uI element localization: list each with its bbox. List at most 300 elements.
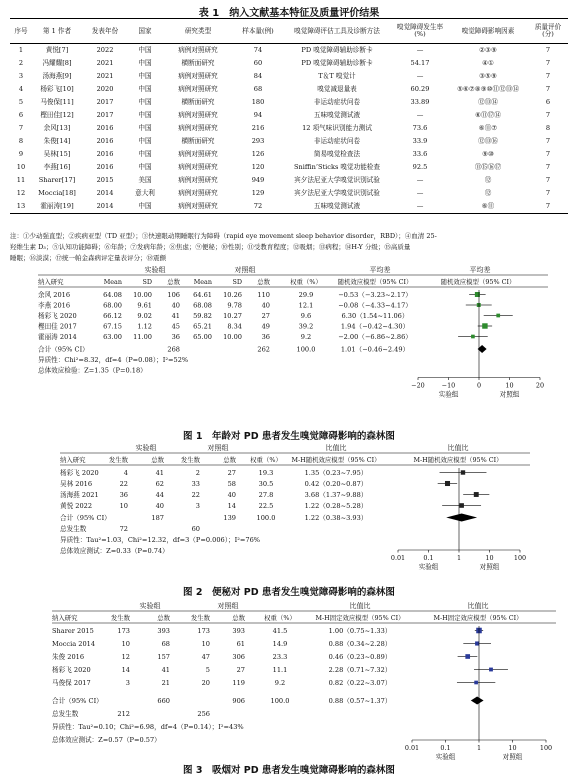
x-tick-label: −10 [441,381,456,390]
study-n2: 27 [227,469,236,477]
table-cell: 病例对照研究 [178,72,218,81]
study-n2: 49 [261,322,270,331]
table-cell: 黄悦[7] [45,46,69,55]
group-header: 实验组 [144,266,166,274]
study-n2: 306 [232,653,245,661]
estimate-square [474,492,479,497]
overall-effect: 总体效应测试：Z=0.33（P=0.74） [60,547,169,555]
table1-note [10,231,568,264]
table-cell: 2 [18,59,24,68]
favours-control: 对照组 [502,753,523,760]
study-m2: 68.08 [193,301,212,310]
study-m2: 65.21 [193,322,212,331]
estimate-square [496,314,500,318]
study-name: 汤海燕 2021 [60,491,99,499]
header-cell: 嗅觉障碍评估工具及诊断方法 [282,19,392,44]
study-sd1: 10.00 [133,291,152,299]
study-m1: 67.15 [103,322,122,331]
table-cell: ⑤⑥⑦⑧⑨⑩⑪⑫⑬⑭ [457,85,519,94]
study-ci: 0.46（0.23~0.89） [328,653,392,661]
study-e2: 10 [201,640,210,648]
table-cell: 2017 [96,98,114,107]
table1-title: 表 1 纳入文献基本特征及质量评价结果 [198,8,380,19]
table-cell: 五味嗅觉测试液 [313,111,361,120]
table-cell: 樫田佳[12] [40,111,74,120]
table-cell: 2014 [82,200,128,214]
table-cell: — [416,189,424,198]
study-name: Sharer 2015 [52,627,94,635]
study-w: 9.6 [300,312,312,320]
table-cell: 马俊保[11] [40,98,74,107]
study-name: 樫田佳 2017 [38,322,77,331]
events-ctrl: 256 [197,710,210,718]
table-cell: 中国 [138,72,152,81]
study-n1: 106 [167,291,180,299]
pooled-diamond [471,697,484,705]
table-row [10,161,568,174]
table-cell: 92.5 [412,163,428,172]
column-header: 总数 [232,614,245,622]
table-cell: 中国 [138,85,152,94]
total-n1: 268 [167,345,180,354]
table-cell: 180 [251,98,265,107]
table-row [10,83,568,96]
column-header: SD [232,278,242,286]
table-cell: 4 [18,85,24,94]
x-tick-label: 10 [508,744,517,752]
study-name: 杨彩飞 2020 [38,312,77,320]
header-cell: 嗅觉障碍影响因素 [448,19,528,44]
table-cell: 7 [18,124,24,133]
table-cell: 中国 [138,137,152,146]
total-n2: 906 [232,697,245,705]
table-cell: 94 [253,111,263,120]
table-cell: 李燕[16] [43,163,71,172]
total-weight: 100.0 [270,697,290,705]
study-n1: 40 [171,301,180,310]
study-w: 27.8 [258,491,274,499]
column-header: 权重（%） [264,614,296,622]
table-cell: 7 [545,85,551,94]
favours-control: 对照组 [499,390,520,399]
figure-2 [0,442,578,582]
table-cell: 2020 [96,85,114,94]
header-cell: 样本量(例) [234,19,282,44]
table-cell: ⑫⑬⑭ [478,98,498,107]
study-n1: 393 [157,627,170,635]
note-line: 睡眠；⑯淡漠；⑰统一帕金森病评定量表评分；⑱震颤 [10,254,166,262]
study-e2: 173 [197,627,210,635]
x-tick-label: 0.01 [390,554,406,562]
table-cell: 中国 [138,150,152,159]
study-n2: 61 [236,640,245,648]
table-cell: 7 [545,46,551,55]
table-cell: 病例对照研究 [162,200,234,214]
study-ci: −0.53（−3.23~2.17） [338,291,412,299]
header-cell: 嗅觉障碍发生率(%) [392,19,448,44]
group-header: 实验组 [139,602,161,610]
group-header: 对照组 [217,602,239,610]
study-ci: 1.22（0.28~5.28） [304,502,368,510]
study-n2: 393 [232,627,245,635]
table-row [10,57,568,70]
study-name: 马俊保 2017 [52,679,91,687]
column-header: M-H随机效应模型（95% CI） [413,456,503,464]
table-cell: 7 [545,137,551,146]
column-header: 纳入研究 [60,456,86,464]
study-n1: 40 [155,502,164,510]
group-header: 比值比 [325,444,347,452]
table-cell: 2021 [96,72,114,81]
table-cell: 68 [253,85,263,94]
study-w: 22.5 [258,502,274,510]
study-w: 12.1 [298,301,314,310]
overall-effect: 总体效应测试：Z=0.57（P=0.57） [52,736,161,744]
events-ctrl: 60 [191,525,200,533]
study-ci: 2.28（0.71~7.32） [328,666,392,674]
study-n1: 157 [157,653,170,661]
study-ci: 1.94（−0.42~4.30） [340,322,410,331]
column-header: 总数 [257,278,270,286]
table-cell: 2014 [96,189,114,198]
header-cell: 发表年份 [82,19,128,44]
study-e2: 33 [191,480,200,488]
study-name: 朱俊 2016 [52,653,85,661]
estimate-square [482,323,487,328]
table-cell: 72 [234,200,282,214]
study-sd2: 10.00 [223,333,242,341]
x-tick-label: 0.1 [440,744,451,752]
total-n1: 187 [151,514,164,522]
study-e2: 2 [195,469,200,477]
study-n1: 62 [155,480,164,488]
table-cell: ⑥⑪⑦ [478,124,498,133]
study-sd1: 1.12 [137,322,152,331]
column-header: Mean [103,278,122,286]
table-cell: 9 [18,150,24,159]
estimate-square [474,681,478,685]
table-cell: 120 [251,163,265,172]
study-name: 李燕 2016 [38,301,71,310]
table-cell: 横断面研究 [181,98,215,107]
table-cell: 病例对照研究 [178,85,218,94]
table-cell: Sniffin’Sticks 嗅觉功能检查 [293,163,380,172]
estimate-square [489,668,493,672]
study-w: 19.3 [258,469,274,477]
favours-control: 对照组 [479,563,500,571]
study-e1: 173 [117,627,130,635]
group-header: 平均差 [369,266,391,274]
column-header: 发生数 [108,456,128,464]
table-cell: ⑨⑩ [482,150,494,159]
study-m2: 64.61 [193,291,212,299]
table-cell: 7 [545,111,551,120]
table-cell: ⑫ [484,176,492,185]
table-cell: 60.29 [410,85,430,94]
study-name: 杨彩飞 2020 [52,666,91,674]
table-cell: 2017 [96,111,114,120]
table-cell: 6 [545,98,551,107]
table-cell: 129 [251,189,265,198]
table-cell: 11 [16,176,26,185]
table-cell: 2016 [96,163,114,172]
table-cell: 2021 [96,59,114,68]
table-cell: 吴林[15] [43,150,71,159]
study-name: Moccia 2014 [52,640,96,648]
table-cell: 7 [528,200,568,214]
table-cell: 293 [251,137,265,146]
group-header: 比值比 [447,444,469,452]
study-n2: 14 [227,502,236,510]
total-label: 合计（95% CI） [38,345,89,354]
study-w: 41.5 [272,627,288,635]
table-row [10,148,568,161]
x-tick-label: 10 [485,554,494,562]
table1-header-row [10,19,568,44]
table-cell: 33.9 [412,137,428,146]
table-cell: 2016 [96,150,114,159]
table-cell: 2016 [96,137,114,146]
table-cell: 宾夕法尼亚大学嗅觉识别试验 [294,176,380,185]
study-e2: 20 [201,679,210,687]
column-header: SD [142,278,152,286]
study-n2: 40 [261,301,270,310]
table-cell: 949 [251,176,265,185]
column-header: 总数 [223,456,236,464]
study-ci: −0.08（−4.33~4.17） [338,301,412,310]
table-cell: PD 嗅觉障碍辅助诊断卡 [301,46,373,55]
table-cell: Moccia[18] [38,189,76,198]
study-n1: 21 [161,679,170,687]
study-m1: 63.00 [103,333,122,341]
study-name: 霍丽涛 2014 [38,333,77,341]
total-label: 合计（95% CI） [60,514,111,522]
study-ci: 1.00（0.75~1.33） [328,627,392,635]
note-line: 注：①少动强直型；②疾病亚型（TD 亚型）；③快速眼动期睡眠行为障碍（rapid eye movement sleep behavior disorder，RBD）；④血清 25- [10,232,437,240]
study-w: 14.9 [272,640,288,648]
estimate-square [445,481,450,486]
table-cell: 简易嗅觉检查法 [313,150,361,159]
table-cell: 美国 [138,176,152,185]
table-cell: 冯耀耀[8] [42,59,72,68]
favours-experimental: 实验组 [435,753,456,760]
column-header: 随机效应模型（95% CI） [337,278,413,286]
column-header: 权重（%） [250,456,282,464]
study-e2: 22 [191,491,200,499]
table-cell: 5 [18,98,24,107]
table-row [10,109,568,122]
study-e1: 36 [119,491,128,499]
study-n2: 58 [227,480,236,488]
study-n1: 45 [171,322,180,331]
header-cell: 第 1 作者 [32,19,82,44]
table-row [10,200,568,214]
header-cell: 国家 [128,19,162,44]
study-m1: 64.08 [103,291,122,299]
table-row [10,174,568,187]
table-cell: 中国 [138,124,152,133]
study-n1: 41 [155,469,164,477]
overall-effect: 总体效应检验：Z=1.35（P=0.18） [38,366,147,375]
table-cell: 病例对照研究 [178,189,218,198]
table-cell: 汤海燕[9] [42,72,72,81]
table-row [10,122,568,135]
table-cell: 非运动症状问卷 [313,98,361,107]
table-row [10,44,568,58]
column-header: 发生数 [110,614,130,622]
table-cell: 8 [18,137,24,146]
study-w: 9.2 [300,333,312,341]
total-ci: 1.01（−0.46~2.49） [340,345,410,354]
x-tick-label: 0.1 [423,554,434,562]
table-cell: 朱俊[14] [43,137,71,146]
table-cell: ⑥⑪⑰⑭ [475,111,501,120]
study-e1: 14 [121,666,130,674]
total-n1: 660 [157,697,170,705]
group-header: 对照组 [207,444,229,452]
table-cell: 中国 [138,98,152,107]
column-header: M-H固定效应模型（95% CI） [433,614,523,622]
study-ci: 0.82（0.22~3.07） [328,679,392,687]
forest-plot-1 [0,264,578,424]
table-cell: 杨彩飞[10] [40,85,74,94]
estimate-square [465,654,470,659]
total-n2: 262 [257,345,270,354]
figure-1-caption: 图 1 年龄对 PD 患者发生嗅觉障碍影响的森林图 [183,431,395,442]
forest-plot-3 [0,600,578,760]
table-cell: 霍丽涛[19] [32,200,82,214]
study-w: 29.9 [298,291,314,299]
note-line: 羟维生素 D₃；⑤认知功能障碍；⑥年龄；⑦发病年龄；⑧焦虑；⑨便秘；⑩性别；⑪受教育程度；⑫吸烟；⑬病程；⑭H-Y 分级；⑮高质量 [10,243,411,251]
table-cell: 7 [545,163,551,172]
table-cell: 2016 [96,124,114,133]
table-cell: — [416,176,424,185]
figure-3-caption: 图 3 吸烟对 PD 患者发生嗅觉障碍影响的森林图 [183,765,395,776]
study-n1: 41 [161,666,170,674]
study-n2: 119 [232,679,245,687]
x-tick-label: 10 [505,381,514,390]
table-cell: 中国 [138,163,152,172]
table-cell: 60 [253,59,263,68]
study-e1: 22 [119,480,128,488]
total-ci: 0.88（0.57~1.37） [328,697,392,705]
estimate-square [459,503,464,508]
group-header: 比值比 [467,602,489,610]
study-w: 39.2 [298,322,314,331]
table-cell: 10 [16,163,26,172]
study-n1: 44 [155,491,164,499]
heterogeneity: 异质性：Tau²=0.10；Chi²=6.98，df=4（P=0.14）；I²=43% [52,723,244,731]
total-label: 合计（95% CI） [52,697,103,705]
table-row [10,96,568,109]
study-ci: 3.68（1.37~9.88） [304,491,368,499]
table-cell: 中国 [138,46,152,55]
x-tick-label: 0.01 [404,744,420,752]
study-w: 30.5 [258,480,274,488]
x-tick-label: 100 [539,744,553,752]
study-m1: 66.12 [103,312,122,320]
column-header: M-H随机效应模型（95% CI） [291,456,381,464]
table-row [10,70,568,83]
table-cell: 7 [545,150,551,159]
column-header: 总数 [167,278,180,286]
study-ci: −2.00（−6.86~2.86） [338,333,412,341]
study-sd2: 8.34 [227,322,242,331]
study-n1: 36 [171,333,180,341]
study-ci: 0.88（0.34~2.28） [328,640,392,648]
table-cell: ⑪⑮⑯⑰ [474,163,502,172]
table-cell: 33.6 [412,150,428,159]
table-cell: 216 [251,124,265,133]
column-header: 发生数 [180,456,200,464]
table-cell: 嗅觉减退量表 [317,85,357,94]
column-header: Mean [193,278,212,286]
study-e2: 3 [195,502,200,510]
study-sd1: 11.00 [133,333,152,341]
table-cell: 病例对照研究 [178,176,218,185]
group-header: 平均差 [469,266,491,274]
table-cell: 病例对照研究 [178,163,218,172]
study-n1: 41 [171,312,180,320]
events-exp: 212 [117,710,130,718]
table-cell: 7 [545,176,551,185]
group-header: 比值比 [349,602,371,610]
study-w: 11.1 [272,666,288,674]
total-n2: 139 [223,514,236,522]
x-tick-label: 20 [535,381,545,390]
figure-2-caption: 图 2 便秘对 PD 患者发生嗅觉障碍影响的森林图 [183,587,395,598]
study-n2: 27 [261,312,270,320]
study-n2: 36 [261,333,270,341]
total-weight: 100.0 [256,514,276,522]
study-ci: 0.42（0.20~0.87） [304,480,368,488]
table-cell: ③⑤⑨ [479,72,497,81]
table-cell: Sharer[17] [38,176,76,185]
table-cell: 12 项气味识别能力测试 [302,124,372,133]
x-tick-label: 1 [476,744,482,752]
table-cell: 中国 [128,200,162,214]
study-m1: 68.00 [103,301,122,310]
table-cell: 宾夕法尼亚大学嗅觉识别试验 [294,189,380,198]
table-cell: 126 [251,150,265,159]
study-sd1: 9.02 [137,312,152,320]
total-weight: 100.0 [296,345,316,354]
total-ci: 1.22（0.38~3.93） [304,514,368,522]
table-cell: 病例对照研究 [178,111,218,120]
column-header: 总数 [157,614,170,622]
column-header: 发生数 [190,614,210,622]
study-sd2: 10.27 [223,312,242,320]
table-cell: 横断面研究 [181,59,215,68]
table-cell: PD 嗅觉障碍辅助诊断卡 [301,59,373,68]
table-cell: 7 [545,189,551,198]
table-cell: 13 [10,200,32,214]
estimate-square [471,335,475,339]
table-cell: 非运动症状问卷 [313,137,361,146]
header-cell: 序号 [10,19,32,44]
study-name: 吴林 2016 [60,480,93,488]
study-w: 23.3 [272,653,288,661]
table-cell: 7 [545,59,551,68]
table-cell: 横断面研究 [181,137,215,146]
table-cell: — [416,46,424,55]
estimate-square [461,470,465,474]
table-cell: 1 [18,46,24,55]
study-e1: 12 [121,653,130,661]
study-n2: 110 [257,291,270,299]
study-w: 9.2 [274,679,286,687]
column-header: 纳入研究 [52,614,78,622]
